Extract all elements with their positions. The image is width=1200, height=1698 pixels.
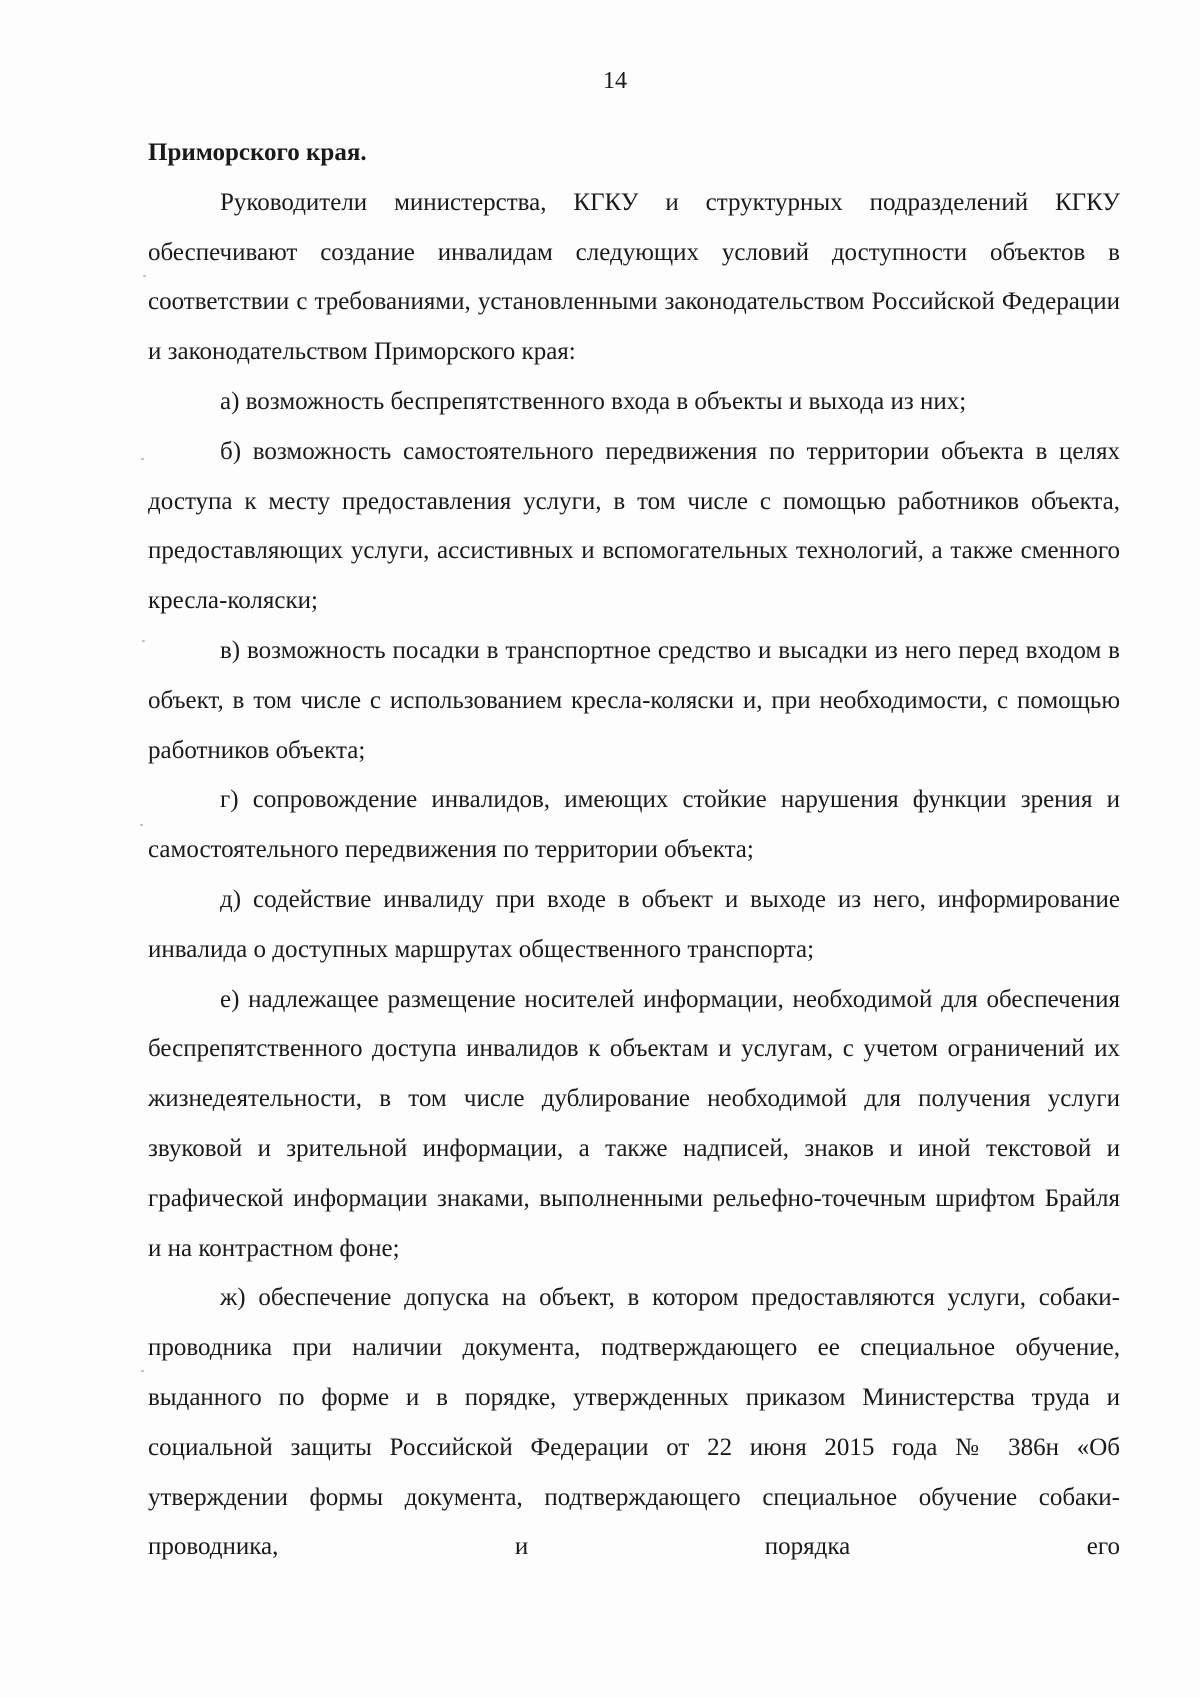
paragraph-intro: Руководители министерства, КГКУ и структурных подразделений КГКУ обеспечивают создание инвалидам следующих условий доступности объектов в соответствии с требованиями, установленными законодательством Российской Федерации и законодательством Приморского края:	[148, 188, 1120, 366]
scan-speck	[141, 1370, 144, 1372]
list-item-v: в) возможность посадки в транспортное средство и высадки из него перед входом в объект, в том числе с использованием кресла-коляски и, при необходимости, с помощью работников объекта;	[148, 636, 1120, 764]
list-item-d: д) содействие инвалиду при входе в объект и выходе из него, информирование инвалида о доступных маршрутах общественного транспорта;	[148, 885, 1120, 963]
list-item-zh: ж) обеспечение допуска на объект, в котором предоставляются услуги, собаки-проводника при наличии документа, подтверждающего ее специальное обучение, выданного по форме и в порядке, утвержденных приказом Министерства труда и социальной защиты Российской Федерации от 22 июня 2015 года № 386н «Об утверждении формы документа, подтверждающего специальное обучение собаки-проводника, и порядка его	[148, 1284, 1120, 1561]
scan-speck	[140, 824, 143, 826]
scan-speck	[141, 458, 144, 460]
paragraph-continuation: Приморского края.	[148, 139, 367, 166]
list-item-g: г) сопровождение инвалидов, имеющих стойкие нарушения функции зрения и самостоятельного передвижения по территории объекта;	[148, 786, 1120, 864]
document-body	[148, 128, 1120, 1572]
list-item-b: б) возможность самостоятельного передвижения по территории объекта в целях доступа к месту предоставления услуги, в том числе с помощью работников объекта, предоставляющих услуги, ассистивных и вспомогательных технологий, а также сменного кресла-коляски;	[148, 437, 1120, 615]
scan-speck	[142, 640, 145, 642]
list-item-e: е) надлежащее размещение носителей информации, необходимой для обеспечения беспрепятственного доступа инвалидов к объектам и услугам, с учетом ограничений их жизнедеятельности, в том числе дублирование необходимой для получения услуги звуковой и зрительной информации, а также надписей, знаков и иной текстовой и графической информации знаками, выполненными рельефно-точечным шрифтом Брайля и на контрастном фоне;	[148, 985, 1120, 1262]
scan-speck	[143, 275, 146, 277]
page-number: 14	[603, 68, 627, 94]
list-item-a: а) возможность беспрепятственного входа в объекты и выхода из них;	[220, 387, 967, 415]
